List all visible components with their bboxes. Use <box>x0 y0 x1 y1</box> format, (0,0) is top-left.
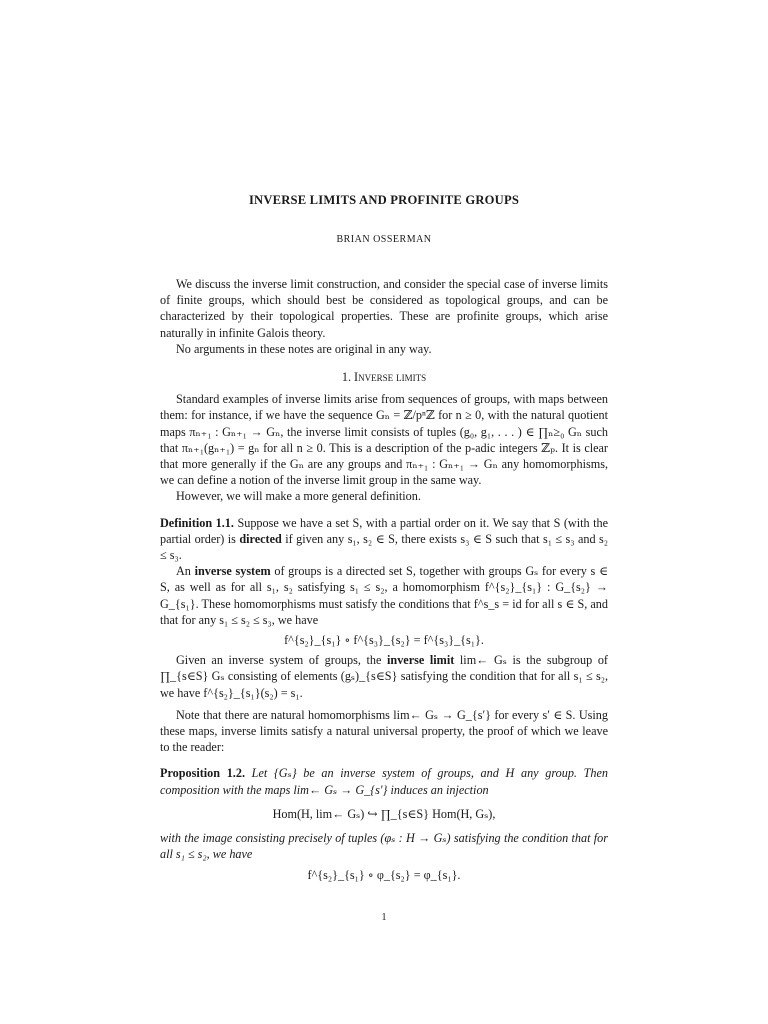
composition-equation: f^{s₂}_{s₁} ∘ f^{s₃}_{s₂} = f^{s₃}_{s₁}. <box>284 633 484 648</box>
term-inverse-system: inverse system <box>194 564 271 579</box>
inverse-limit-paragraph: Given an inverse system of groups, the inverse limit lim← Gₛ is the subgroup of ∏_{s∈S} Gₛ consisting of elements (gₛ)_{s∈S} satisfying the condition that for all s₁ ≤ s₂, we have f^{s₂}_{s₁}(s₂) = s₁. <box>160 653 608 700</box>
proposition-text-2: with the image consisting precisely of tuples (φₛ : H → Gₛ) satisfying the condition that for all s₁ ≤ s₂, we have <box>160 831 608 862</box>
section-heading <box>160 369 608 385</box>
proposition-text: Let {Gₛ} be an inverse system of groups, and H any group. Then composition with the maps lim← Gₛ → G_{s′} induces an injection <box>160 766 608 797</box>
page-number: 1 <box>381 912 387 923</box>
paper-body <box>160 276 608 887</box>
definition-block <box>160 515 608 564</box>
paper-author: BRIAN OSSERMAN <box>336 234 432 245</box>
definition-term-directed: directed <box>239 531 282 546</box>
definition-text-a: Suppose we have a set S, with a partial order on it. We say that S (with the partial order) is <box>160 515 608 546</box>
definition-text-b: if given any s₁, s₂ ∈ S, there exists s₃ ∈ S such that s₁ ≤ s₃ and s₂ ≤ s₃. <box>160 531 608 563</box>
inverse-system-paragraph: An inverse system of groups is a directed set S, together with groups Gₛ for every s ∈ S, as well as for all s₁, s₂ satisfying s₁ ≤ s₂, a homomorphism f^{s₂}_{s₁} : G_{s₂} → G_{s₁}. These homomorphisms must satisfy the conditions that f^s_s = id for all s ∈ S, and that for any s₁ ≤ s₂ ≤ s₃, we have <box>160 564 608 627</box>
proposition-block <box>160 765 608 797</box>
abstract-paragraph: We discuss the inverse limit construction, and consider the special case of inverse limits of finite groups, which should best be considered as topological groups, and can be characterized by their topological properties. These are profinite groups, which arise naturally in infinite Galois theory. <box>160 277 608 340</box>
section-paragraph: Standard examples of inverse limits arise from sequences of groups, with maps between them: for instance, if we have the sequence Gₙ = ℤ/pⁿℤ for n ≥ 0, with the natural quotient maps πₙ₊₁ : Gₙ₊₁ → Gₙ, the inverse limit consists of tuples (g₀, g₁, . . . ) ∈ ∏ₙ≥₀ Gₙ such that πₙ₊₁(gₙ₊₁) = gₙ for all n ≥ 0. This is a description of the p-adic integers ℤₚ. It is clear that more generally if the Gₙ are any groups and πₙ₊₁ : Gₙ₊₁ → Gₙ any homomorphisms, we can define a notion of the inverse limit group in the same way. <box>160 392 608 488</box>
section-title: Inverse limits <box>354 370 427 385</box>
compatibility-equation: f^{s₂}_{s₁} ∘ φ_{s₂} = φ_{s₁}. <box>307 867 461 882</box>
term-inverse-limit: inverse limit <box>387 653 455 668</box>
natural-homomorphisms-paragraph: Note that there are natural homomorphisms lim← Gₛ → G_{s′} for every s′ ∈ S. Using these maps, inverse limits satisfy a natural universal property, the proof of which we leave to the reader: <box>160 707 608 755</box>
proposition-label: Proposition 1.2. <box>160 766 245 781</box>
section-paragraph-2: However, we will make a more general definition. <box>176 489 421 504</box>
section-number: 1. <box>341 370 351 385</box>
paper-title: INVERSE LIMITS AND PROFINITE GROUPS <box>248 193 520 207</box>
hom-injection-equation: Hom(H, lim← Gₛ) ↪ ∏_{s∈S} Hom(H, Gₛ), <box>272 806 496 821</box>
abstract-note: No arguments in these notes are original in any way. <box>176 341 432 356</box>
definition-label: Definition 1.1. <box>160 515 234 530</box>
